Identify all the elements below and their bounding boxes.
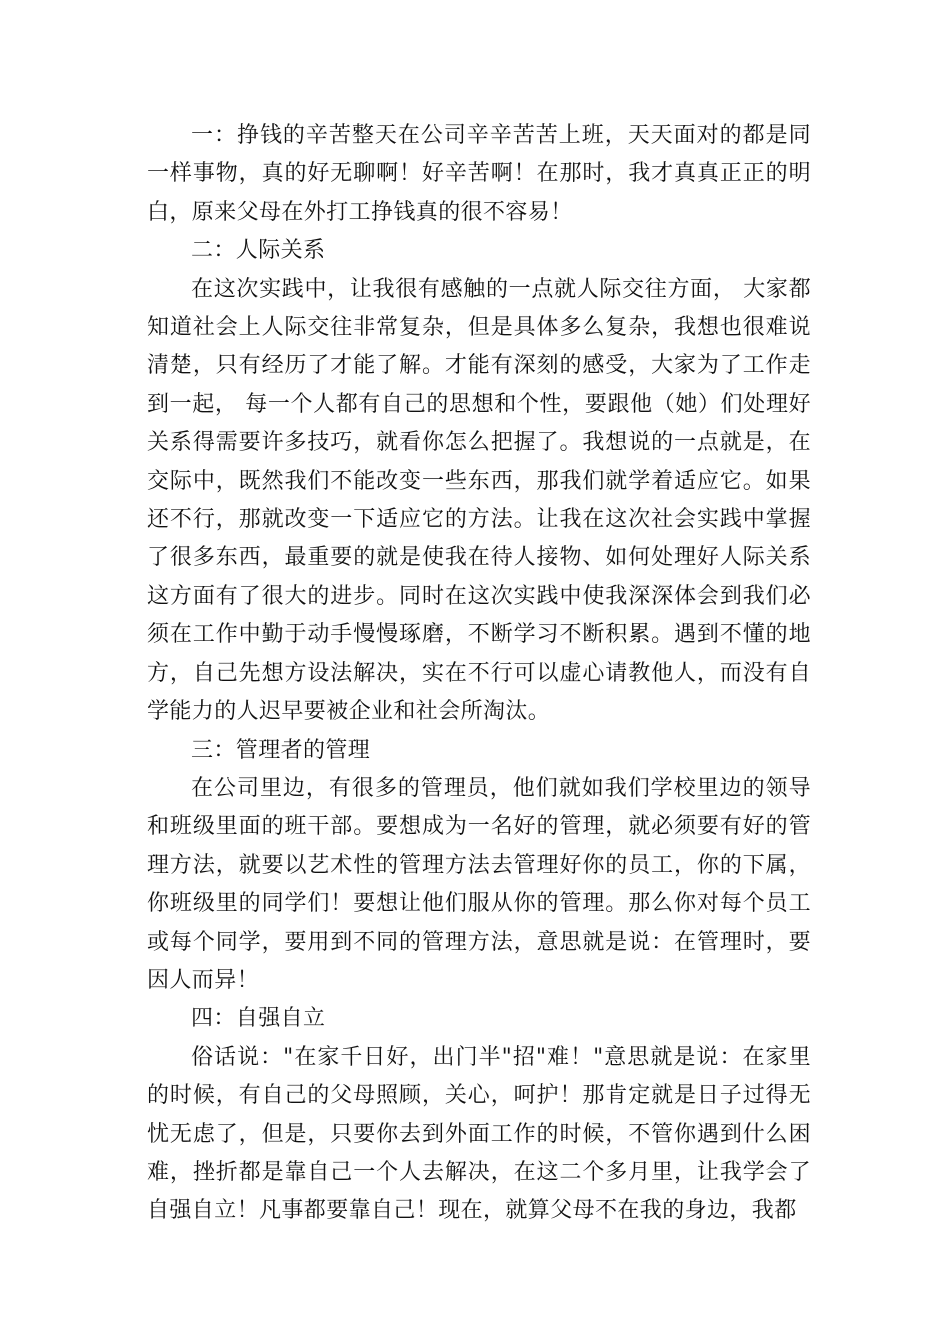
heading-manager-management: 三：管理者的管理 (191, 737, 371, 763)
paragraph-earning-hardship: 一：挣钱的辛苦整天在公司辛辛苦苦上班，天天面对的都是同一样事物，真的好无聊啊！好辛苦啊！在那时，我才真真正正的明白，原来父母在外打工挣钱真的很不容易！ (147, 123, 811, 225)
document-body (147, 117, 811, 1231)
paragraph-manager-management: 在公司里边，有很多的管理员，他们就如我们学校里边的领导和班级里面的班干部。要想成为一名好的管理，就必须要有好的管理方法，就要以艺术性的管理方法去管理好你的员工，你的下属，你班级里的同学们！要想让他们服从你的管理。那么你对每个员工或每个同学，要用到不同的管理方法，意思就是说：在管理时，要因人而异！ (147, 775, 811, 993)
heading-self-reliance: 四：自强自立 (191, 1006, 326, 1032)
heading-interpersonal-relations: 二：人际关系 (191, 238, 326, 264)
paragraph-self-reliance: 俗话说："在家千日好，出门半"招"难！"意思就是说：在家里的时候，有自己的父母照顾，关心，呵护！那肯定就是日子过得无忧无虑了，但是，只要你去到外面工作的时候，不管你遇到什么困难，挫折都是靠自己一个人去解决，在这二个多月里，让我学会了自强自立！凡事都要靠自己！现在，就算父母不在我的身边，我都 (147, 1044, 811, 1224)
paragraph-interpersonal-relations: 在这次实践中，让我很有感触的一点就人际交往方面， 大家都知道社会上人际交往非常复杂，但是具体多么复杂，我想也很难说清楚，只有经历了才能了解。才能有深刻的感受，大家为了工作走到一起， 每一个人都有自己的思想和个性，要跟他（她）们处理好关系得需要许多技巧，就看你怎么把握了。我想说的一点就是，在交际中，既然我们不能改变一些东西，那我们就学着适应它。如果还不行，那就改变一下适应它的方法。让我在这次社会实践中掌握了很多东西，最重要的就是使我在待人接物、如何处理好人际关系这方面有了很大的进步。同时在这次实践中使我深深体会到我们必须在工作中勤于动手慢慢琢磨，不断学习不断积累。遇到不懂的地方，自己先想方设法解决，实在不行可以虚心请教他人，而没有自学能力的人迟早要被企业和社会所淘汰。 (147, 276, 811, 725)
